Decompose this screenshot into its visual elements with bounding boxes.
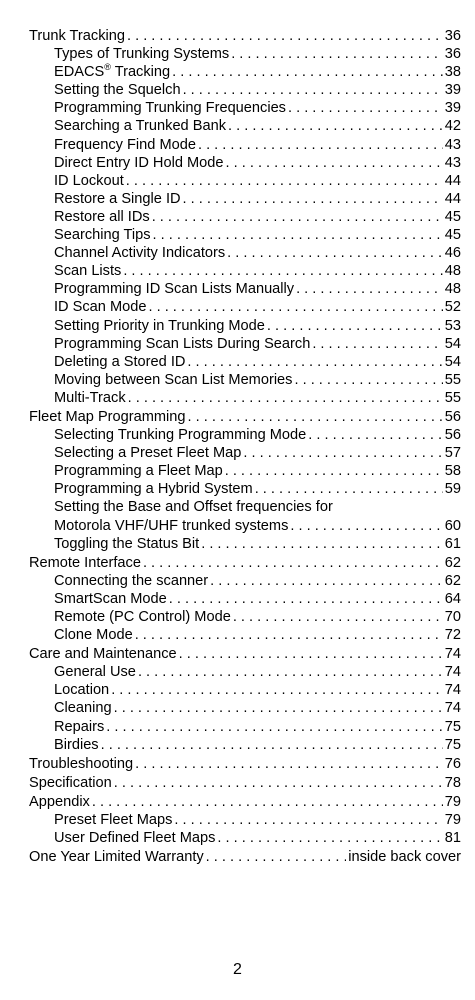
dot-leader	[114, 699, 443, 717]
toc-entry-label	[54, 608, 233, 626]
toc-entry-label	[29, 554, 143, 572]
toc-subsection-entry	[29, 298, 461, 316]
toc-page-number: 75	[444, 736, 461, 753]
toc-entry-title: SmartScan Mode	[54, 590, 167, 607]
toc-subsection-entry	[29, 262, 461, 280]
toc-page-number: 56	[444, 427, 461, 444]
toc-entry-label	[54, 498, 335, 516]
dot-leader	[143, 554, 443, 572]
toc-section-entry	[29, 27, 461, 45]
toc-subsection-entry	[29, 517, 461, 535]
toc-page-number: 45	[444, 208, 461, 225]
toc-entry-title: Restore all IDs	[54, 208, 150, 225]
toc-entry-title: Fleet Map Programming	[29, 408, 186, 425]
toc-entry-label	[54, 63, 172, 81]
toc-subsection-entry	[29, 626, 461, 644]
toc-entry-title: Searching a Trunked Bank	[54, 118, 226, 135]
dot-leader	[296, 280, 443, 298]
toc-section-entry	[29, 408, 461, 426]
dot-leader	[152, 208, 443, 226]
dot-leader	[101, 736, 443, 754]
toc-section-entry	[29, 554, 461, 572]
toc-subsection-entry	[29, 226, 461, 244]
dot-leader	[128, 389, 443, 407]
toc-subsection-entry	[29, 244, 461, 262]
dot-leader	[153, 226, 443, 244]
toc-entry-label	[54, 517, 290, 535]
toc-entry-title: Appendix	[29, 793, 90, 810]
dot-leader	[294, 371, 442, 389]
dot-leader	[188, 408, 443, 426]
toc-entry-title: Preset Fleet Maps	[54, 812, 173, 829]
toc-entry-label	[29, 27, 127, 45]
toc-entry-title: Cleaning	[54, 700, 112, 717]
toc-entry-title: General Use	[54, 664, 136, 681]
toc-subsection-entry	[29, 371, 461, 389]
toc-page-number: 76	[444, 755, 461, 772]
toc-entry-title: Selecting Trunking Programming Mode	[54, 427, 307, 444]
dot-leader	[217, 829, 442, 847]
dot-leader	[183, 81, 443, 99]
toc-subsection-entry	[29, 136, 461, 154]
toc-entry-label	[54, 590, 169, 608]
dot-leader	[243, 444, 442, 462]
toc-entry-label	[54, 371, 294, 389]
dot-leader	[290, 517, 442, 535]
toc-entry-title: Selecting a Preset Fleet Map	[54, 445, 242, 462]
toc-section-entry	[29, 645, 461, 663]
toc-subsection-entry	[29, 608, 461, 626]
toc-page-number: 62	[444, 554, 461, 571]
toc-entry-label	[54, 811, 174, 829]
toc-subsection-entry	[29, 718, 461, 736]
toc-entry-title: Troubleshooting	[29, 755, 134, 772]
toc-entry-title: Restore a Single ID	[54, 190, 181, 207]
toc-page-number: 54	[444, 353, 461, 370]
toc-page-number: 72	[444, 627, 461, 644]
toc-subsection-entry	[29, 353, 461, 371]
toc-entry-title: Moving between Scan List Memories	[54, 371, 293, 388]
toc-page-number: 45	[444, 227, 461, 244]
dot-leader	[198, 136, 443, 154]
toc-entry-label	[54, 663, 138, 681]
dot-leader	[148, 298, 442, 316]
dot-leader	[174, 811, 442, 829]
toc-entry-label	[54, 480, 255, 498]
toc-entry-label	[54, 389, 128, 407]
toc-page-number: 64	[444, 590, 461, 607]
dot-leader	[126, 172, 443, 190]
dot-leader	[169, 590, 443, 608]
toc-page-number: 53	[444, 317, 461, 334]
toc-page-number: 44	[444, 172, 461, 189]
toc-page-number: 48	[444, 281, 461, 298]
dot-leader	[135, 755, 443, 773]
toc-subsection-entry	[29, 317, 461, 335]
toc-entry-title: Specification	[29, 774, 112, 791]
toc-subsection-entry	[29, 117, 461, 135]
dot-leader	[123, 262, 442, 280]
toc-entry-title: Direct Entry ID Hold Mode	[54, 154, 224, 171]
registered-trademark-mark: ®	[104, 63, 111, 73]
toc-entry-title: Remote (PC Control) Mode	[54, 609, 231, 625]
toc-entry-title: Searching Tips	[54, 227, 151, 244]
dot-leader	[92, 793, 443, 811]
toc-entry-label	[29, 645, 179, 663]
toc-entry-label	[54, 462, 225, 480]
toc-page-number: 42	[444, 118, 461, 135]
toc-entry-label	[54, 736, 101, 754]
toc-entry-title: Programming a Hybrid System	[54, 481, 253, 498]
toc-page-number: 56	[444, 408, 461, 425]
toc-entry-title: Repairs	[54, 718, 105, 735]
toc-entry-title: Care and Maintenance	[29, 646, 177, 663]
toc-entry-title: Frequency Find Mode	[54, 136, 196, 153]
toc-entry-label	[29, 793, 92, 811]
toc-subsection-entry	[29, 535, 461, 553]
toc-entry-label	[54, 226, 153, 244]
toc-section-entry	[29, 793, 461, 811]
toc-page-number: 44	[444, 190, 461, 207]
dot-leader	[172, 63, 443, 81]
toc-page-number: 81	[444, 830, 461, 847]
toc-entry-label	[54, 444, 243, 462]
toc-page-number: 59	[444, 481, 461, 498]
toc-page-number: 70	[444, 609, 461, 625]
toc-subsection-entry	[29, 208, 461, 226]
toc-page-number: 39	[444, 82, 461, 99]
toc-entry-title: Location	[54, 682, 110, 699]
dot-leader	[231, 45, 443, 63]
toc-subsection-entry	[29, 572, 461, 590]
toc-subsection-entry	[29, 480, 461, 498]
dot-leader	[135, 626, 443, 644]
toc-entry-title: ID Lockout	[54, 172, 124, 189]
dot-leader	[138, 663, 443, 681]
toc-entry-label	[54, 81, 183, 99]
toc-entry-title: Scan Lists	[54, 263, 122, 280]
toc-page-number: 55	[444, 371, 461, 388]
dot-leader	[127, 27, 443, 45]
toc-page-number: 79	[444, 793, 461, 810]
toc-page-number: 39	[444, 100, 461, 117]
toc-page-number: 43	[444, 136, 461, 153]
toc-page-number: inside back cover	[348, 849, 461, 866]
dot-leader	[187, 353, 442, 371]
toc-section-entry	[29, 755, 461, 773]
toc-entry-title: Setting Priority in Trunking Mode	[54, 317, 265, 334]
toc-subsection-entry	[29, 462, 461, 480]
toc-page-number: 58	[444, 463, 461, 480]
toc-entry-label	[29, 774, 114, 792]
toc-entry-label	[54, 572, 210, 590]
toc-entry-title: One Year Limited Warranty	[29, 849, 204, 866]
toc-entry-label	[54, 172, 126, 190]
toc-page-number: 74	[444, 700, 461, 717]
toc-page-number: 46	[444, 245, 461, 262]
toc-entry-title: Trunk Tracking	[29, 28, 125, 44]
toc-page-number: 54	[444, 335, 461, 352]
toc-entry-label	[54, 681, 111, 699]
toc-subsection-entry	[29, 736, 461, 754]
toc-page-number: 79	[444, 812, 461, 829]
toc-entry-title: Types of Trunking Systems	[54, 46, 230, 63]
toc-page-number: 62	[444, 572, 461, 589]
dot-leader	[228, 117, 443, 135]
dot-leader	[111, 681, 443, 699]
toc-entry-title: Programming ID Scan Lists Manually	[54, 281, 295, 298]
toc-entry-title: Multi-Track	[54, 389, 126, 406]
dot-leader	[227, 244, 443, 262]
toc-page-number: 55	[444, 389, 461, 406]
dot-leader	[210, 572, 443, 590]
toc-subsection-entry	[29, 63, 461, 81]
toc-page-number: 61	[444, 535, 461, 552]
dot-leader	[255, 480, 443, 498]
toc-entry-title: Connecting the scanner	[54, 572, 209, 589]
toc-entry-label	[54, 426, 308, 444]
toc-subsection-entry	[29, 811, 461, 829]
toc-subsection-entry	[29, 172, 461, 190]
toc-entry-title: User Defined Fleet Maps	[54, 830, 216, 847]
toc-entry-title-suffix: Tracking	[110, 64, 171, 81]
dot-leader	[183, 190, 443, 208]
toc-subsection-entry	[29, 99, 461, 117]
toc-subsection-entry	[29, 190, 461, 208]
toc-page-number: 38	[444, 64, 461, 81]
toc-entry-label	[54, 718, 106, 736]
toc-page-number: 43	[444, 154, 461, 171]
toc-subsection-entry	[29, 426, 461, 444]
table-of-contents	[29, 27, 461, 866]
toc-entry-label	[54, 280, 296, 298]
toc-subsection-entry	[29, 663, 461, 681]
dot-leader	[114, 774, 443, 792]
toc-page-number: 74	[444, 664, 461, 681]
toc-entry-title: Setting the Base and Offset frequencies for	[54, 499, 333, 516]
toc-subsection-entry	[29, 280, 461, 298]
dot-leader	[233, 608, 443, 626]
toc-entry-title: Remote Interface	[29, 554, 141, 571]
toc-subsection-entry	[29, 45, 461, 63]
toc-page-number: 36	[444, 46, 461, 63]
toc-subsection-entry	[29, 81, 461, 99]
toc-subsection-entry	[29, 590, 461, 608]
toc-page-number: 52	[444, 299, 461, 316]
toc-entry-title: Programming Scan Lists During Search	[54, 335, 311, 352]
dot-leader	[308, 426, 442, 444]
toc-entry-label	[29, 755, 135, 773]
toc-subsection-entry	[29, 389, 461, 407]
toc-entry-title: Toggling the Status Bit	[54, 535, 200, 552]
dot-leader	[201, 535, 443, 553]
toc-entry-label	[29, 848, 206, 866]
toc-page-number: 60	[444, 517, 461, 534]
toc-entry-label	[54, 317, 267, 335]
toc-subsection-entry	[29, 335, 461, 353]
toc-entry-label	[54, 244, 227, 262]
toc-page-number: 74	[444, 646, 461, 663]
dot-leader	[206, 848, 347, 866]
toc-page-number: 75	[444, 718, 461, 735]
toc-entry-label	[54, 335, 312, 353]
toc-entry-title: Channel Activity Indicators	[54, 245, 226, 262]
toc-entry-label	[54, 699, 114, 717]
toc-entry-label	[54, 208, 152, 226]
toc-subsection-entry	[29, 699, 461, 717]
toc-entry-label	[54, 154, 226, 172]
toc-entry-title: Setting the Squelch	[54, 82, 181, 99]
toc-entry-label	[54, 136, 198, 154]
toc-page-number: 74	[444, 682, 461, 699]
toc-entry-label	[54, 190, 183, 208]
toc-entry-label	[54, 298, 148, 316]
toc-subsection-entry	[29, 154, 461, 172]
toc-subsection-entry	[29, 444, 461, 462]
toc-entry-label	[54, 45, 231, 63]
toc-entry-label	[54, 99, 288, 117]
toc-entry-label	[54, 535, 201, 553]
toc-entry-title: Birdies	[54, 736, 99, 753]
toc-page-number: 36	[444, 28, 461, 44]
toc-page-number: 78	[444, 774, 461, 791]
toc-entry-label	[54, 353, 187, 371]
dot-leader	[106, 718, 442, 736]
toc-entry-title: Programming Trunking Frequencies	[54, 100, 286, 117]
toc-entry-label	[54, 626, 135, 644]
toc-subsection-entry	[29, 681, 461, 699]
toc-entry-label	[54, 829, 217, 847]
toc-entry-label	[54, 117, 228, 135]
toc-entry-title: Programming a Fleet Map	[54, 463, 223, 480]
toc-entry-title: EDACS	[54, 64, 105, 81]
toc-entry-title: Motorola VHF/UHF trunked systems	[54, 517, 289, 534]
dot-leader	[179, 645, 443, 663]
dot-leader	[312, 335, 442, 353]
toc-entry-label	[29, 408, 188, 426]
toc-subsection-entry	[29, 498, 461, 516]
dot-leader	[226, 154, 443, 172]
toc-page-number: 57	[444, 445, 461, 462]
dot-leader	[267, 317, 443, 335]
toc-entry-title: ID Scan Mode	[54, 299, 147, 316]
page-number: 2	[233, 961, 242, 978]
toc-section-entry	[29, 774, 461, 792]
toc-section-entry	[29, 848, 461, 866]
toc-subsection-entry	[29, 829, 461, 847]
toc-page-number: 48	[444, 263, 461, 280]
toc-entry-label	[54, 262, 123, 280]
dot-leader	[288, 99, 443, 117]
toc-entry-title: Deleting a Stored ID	[54, 353, 186, 370]
dot-leader	[225, 462, 443, 480]
toc-entry-title: Clone Mode	[54, 627, 133, 644]
